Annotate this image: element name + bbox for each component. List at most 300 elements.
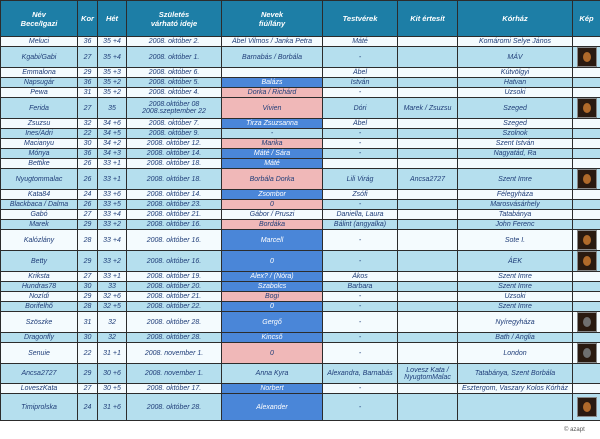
cell-kit (398, 159, 458, 169)
cell-nevek: Alex? / (Nóra) (222, 272, 323, 282)
table-row (1, 220, 600, 230)
cell-testver: - (323, 200, 398, 210)
cell-name: Ferida (1, 98, 78, 119)
cell-testver: István (323, 78, 398, 88)
table-row (1, 129, 600, 139)
cell-kep (573, 384, 600, 394)
cell-kep (573, 292, 600, 302)
cell-korhaz: Tatabánya (458, 210, 573, 220)
cell-kor: 36 (78, 37, 98, 47)
cell-kor: 27 (78, 47, 98, 68)
cell-testver (323, 159, 398, 169)
table-row (1, 282, 600, 292)
cell-testver: Bálint (angyalka) (323, 220, 398, 230)
table-row (1, 98, 600, 119)
cell-korhaz: Szent Imre (458, 282, 573, 292)
cell-kor: 26 (78, 200, 98, 210)
cell-szul: 2008. október 21. (127, 210, 222, 220)
table-row (1, 37, 600, 47)
cell-kit: Marek / Zsuzsu (398, 98, 458, 119)
footer-note: © azapt (564, 427, 585, 433)
cell-name: Zsuzsu (1, 119, 78, 129)
cell-name: Meluci (1, 37, 78, 47)
cell-kit (398, 200, 458, 210)
col-baby-names-header: Nevek fiú/lány (222, 1, 323, 37)
cell-korhaz: Szent Imre (458, 302, 573, 312)
cell-kit (398, 78, 458, 88)
cell-kor: 27 (78, 272, 98, 282)
cell-szul: 2008. október 28. (127, 394, 222, 421)
cell-het: 35 +3 (98, 68, 127, 78)
cell-het: 33 +6 (98, 190, 127, 200)
cell-name: Kalózlány (1, 230, 78, 251)
table-row (1, 78, 600, 88)
cell-kit (398, 129, 458, 139)
cell-szul: 2008. október 18. (127, 169, 222, 190)
cell-szul: 2008. október 16. (127, 230, 222, 251)
cell-kit (398, 251, 458, 272)
cell-kep (573, 98, 600, 119)
cell-kor: 24 (78, 394, 98, 421)
cell-name: Napsugár (1, 78, 78, 88)
cell-kep (573, 302, 600, 312)
cell-het: 35 (98, 98, 127, 119)
cell-nevek: Ábel Vilmos / Janka Petra (222, 37, 323, 47)
cell-kit (398, 333, 458, 343)
cell-testver: - (323, 230, 398, 251)
cell-szul: 2008. október 14. (127, 149, 222, 159)
cell-korhaz: Kútvölgyi (458, 68, 573, 78)
table-row (1, 169, 600, 190)
table-row (1, 149, 600, 159)
cell-kep (573, 37, 600, 47)
cell-korhaz: Marosvásárhely (458, 200, 573, 210)
cell-kit: Ancsa2727 (398, 169, 458, 190)
table-row (1, 159, 600, 169)
cell-nevek: Anna Kyra (222, 364, 323, 384)
cell-kep (573, 88, 600, 98)
cell-name: Dragonfly (1, 333, 78, 343)
cell-kit (398, 282, 458, 292)
cell-kep (573, 312, 600, 333)
cell-het: 33 +2 (98, 220, 127, 230)
cell-het: 33 +1 (98, 169, 127, 190)
cell-kor: 27 (78, 210, 98, 220)
cell-het: 30 +5 (98, 384, 127, 394)
cell-szul: 2008. november 1. (127, 343, 222, 364)
table-row (1, 343, 600, 364)
cell-nevek: Szabolcs (222, 282, 323, 292)
col-photo-header: Kép (573, 1, 600, 37)
table-row (1, 302, 600, 312)
cell-name: LoveszKata (1, 384, 78, 394)
cell-testver: - (323, 47, 398, 68)
table-row (1, 251, 600, 272)
cell-nevek: Máté / Sára (222, 149, 323, 159)
cell-kor: 29 (78, 251, 98, 272)
col-week-header: Hét (98, 1, 127, 37)
cell-kor: 29 (78, 364, 98, 384)
cell-het: 35 +4 (98, 47, 127, 68)
cell-kep (573, 282, 600, 292)
cell-kor: 29 (78, 292, 98, 302)
cell-het: 32 +6 (98, 292, 127, 302)
cell-het: 32 +5 (98, 302, 127, 312)
baby-photo-thumbnail (577, 169, 597, 189)
cell-szul: 2008. október 21. (127, 292, 222, 302)
cell-szul: 2008. október 5. (127, 78, 222, 88)
baby-photo-thumbnail (577, 312, 597, 332)
cell-name: Emmalona (1, 68, 78, 78)
cell-kep (573, 394, 600, 421)
cell-kep (573, 129, 600, 139)
table-row (1, 272, 600, 282)
col-due-date-header: Születés várható ideje (127, 1, 222, 37)
cell-nevek: 0 (222, 200, 323, 210)
cell-nevek: - (222, 129, 323, 139)
cell-kor: 36 (78, 78, 98, 88)
cell-nevek: Balázs (222, 78, 323, 88)
cell-kep (573, 230, 600, 251)
table-body (1, 37, 600, 421)
cell-testver: - (323, 394, 398, 421)
cell-korhaz: London (458, 343, 573, 364)
cell-kit (398, 343, 458, 364)
cell-szul: 2008. október 28. (127, 312, 222, 333)
cell-nevek: Tirza Zsuzsanna (222, 119, 323, 129)
cell-het: 31 +1 (98, 343, 127, 364)
cell-name: Bettike (1, 159, 78, 169)
cell-testver: Ábel (323, 68, 398, 78)
cell-het: 33 +1 (98, 272, 127, 282)
cell-het: 33 (98, 282, 127, 292)
table-header (1, 1, 600, 37)
cell-kor: 29 (78, 220, 98, 230)
cell-nevek: Gábor / Pruszi (222, 210, 323, 220)
cell-szul: 2008. október 14. (127, 190, 222, 200)
cell-name: Ines/Adri (1, 129, 78, 139)
cell-nevek: 0 (222, 251, 323, 272)
cell-name: Szöszke (1, 312, 78, 333)
cell-het: 34 +6 (98, 119, 127, 129)
cell-szul: 2008. november 1. (127, 364, 222, 384)
cell-testver: Lili Virág (323, 169, 398, 190)
cell-nevek: Marika (222, 139, 323, 149)
cell-korhaz: John Ferenc (458, 220, 573, 230)
cell-nevek: Bordáka (222, 220, 323, 230)
cell-testver: - (323, 384, 398, 394)
cell-kor: 32 (78, 119, 98, 129)
table-row (1, 47, 600, 68)
cell-kep (573, 272, 600, 282)
cell-korhaz: Nyíregyháza (458, 312, 573, 333)
cell-kep (573, 169, 600, 190)
cell-nevek: 0 (222, 302, 323, 312)
cell-kor: 26 (78, 169, 98, 190)
cell-kit (398, 88, 458, 98)
cell-kep (573, 78, 600, 88)
cell-szul: 2008. október 28. (127, 333, 222, 343)
cell-kep (573, 220, 600, 230)
cell-kit (398, 37, 458, 47)
table-row (1, 230, 600, 251)
cell-het: 35 +2 (98, 88, 127, 98)
cell-korhaz: Sote I. (458, 230, 573, 251)
cell-het: 33 +4 (98, 210, 127, 220)
cell-kit: Lovesz Kata / NyugtomMalac (398, 364, 458, 384)
cell-testver: - (323, 251, 398, 272)
cell-kit (398, 210, 458, 220)
col-hospital-header: Kórház (458, 1, 573, 37)
baby-photo-thumbnail (577, 98, 597, 118)
cell-kor: 28 (78, 302, 98, 312)
table-row (1, 394, 600, 421)
cell-testver: - (323, 88, 398, 98)
cell-kit (398, 272, 458, 282)
cell-kor: 30 (78, 282, 98, 292)
cell-testver: - (323, 333, 398, 343)
cell-korhaz: ÁEK (458, 251, 573, 272)
cell-name: Ancsa2727 (1, 364, 78, 384)
cell-kor: 22 (78, 343, 98, 364)
baby-photo-thumbnail (577, 343, 597, 363)
cell-kep (573, 200, 600, 210)
cell-name: Pewa (1, 88, 78, 98)
cell-korhaz: Szent Imre (458, 272, 573, 282)
cell-korhaz: Esztergom, Vaszary Kolos Kórház (458, 384, 573, 394)
cell-korhaz: Szent István (458, 139, 573, 149)
cell-name: Blackbaca / Dalma (1, 200, 78, 210)
cell-testver: - (323, 302, 398, 312)
cell-szul: 2008. október 16. (127, 220, 222, 230)
cell-korhaz: Bath / Anglia (458, 333, 573, 343)
cell-korhaz: Uzsoki (458, 292, 573, 302)
cell-kor: 31 (78, 88, 98, 98)
cell-kit (398, 384, 458, 394)
cell-szul: 2008. október 6. (127, 68, 222, 78)
cell-szul: 2008. október 16. (127, 251, 222, 272)
cell-korhaz: Szent Imre (458, 169, 573, 190)
table-row (1, 333, 600, 343)
cell-korhaz: Komáromi Selye János (458, 37, 573, 47)
cell-kit (398, 139, 458, 149)
cell-nevek: Barnabás / Borbála (222, 47, 323, 68)
cell-kit (398, 394, 458, 421)
cell-korhaz: Tatabánya, Szent Borbála (458, 364, 573, 384)
cell-name: Nozídi (1, 292, 78, 302)
cell-testver: Ákos (323, 272, 398, 282)
cell-nevek: Bogi (222, 292, 323, 302)
cell-name: Timiprolska (1, 394, 78, 421)
cell-korhaz (458, 159, 573, 169)
cell-szul: 2008. október 9. (127, 129, 222, 139)
table-row (1, 210, 600, 220)
table-row (1, 119, 600, 129)
cell-kit (398, 68, 458, 78)
cell-kor: 36 (78, 149, 98, 159)
baby-photo-thumbnail (577, 47, 597, 67)
cell-szul: 2008. október 12. (127, 139, 222, 149)
cell-testver: - (323, 292, 398, 302)
cell-szul: 2008. október 1. (127, 47, 222, 68)
table-row (1, 384, 600, 394)
col-siblings-header: Testvérek (323, 1, 398, 37)
table-row (1, 312, 600, 333)
cell-szul: 2008. október 18. (127, 159, 222, 169)
cell-name: Mónya (1, 149, 78, 159)
cell-testver: - (323, 149, 398, 159)
cell-het: 33 +5 (98, 200, 127, 210)
cell-kor: 29 (78, 68, 98, 78)
cell-kit (398, 47, 458, 68)
cell-testver: Alexandra, Barnabás (323, 364, 398, 384)
cell-het: 33 +2 (98, 251, 127, 272)
cell-testver: - (323, 139, 398, 149)
cell-het: 34 +2 (98, 139, 127, 149)
cell-nevek: Alexander (222, 394, 323, 421)
cell-kep (573, 149, 600, 159)
cell-kor: 30 (78, 333, 98, 343)
cell-name: Nyugtommalac (1, 169, 78, 190)
cell-name: Kgabi/Gabi (1, 47, 78, 68)
cell-het: 34 +5 (98, 129, 127, 139)
cell-het: 33 +1 (98, 159, 127, 169)
cell-nevek: Dorka / Richárd (222, 88, 323, 98)
cell-korhaz: Hatvan (458, 78, 573, 88)
cell-name: Macianyu (1, 139, 78, 149)
cell-name: Kata84 (1, 190, 78, 200)
cell-kor: 27 (78, 98, 98, 119)
cell-kep (573, 210, 600, 220)
cell-name: Hundras78 (1, 282, 78, 292)
cell-name: Kriksta (1, 272, 78, 282)
cell-kor: 31 (78, 312, 98, 333)
cell-name: Borifelhő (1, 302, 78, 312)
cell-szul: 2008. október 7. (127, 119, 222, 129)
cell-kit (398, 149, 458, 159)
cell-kor: 24 (78, 190, 98, 200)
cell-korhaz: MÁV (458, 47, 573, 68)
cell-kit (398, 190, 458, 200)
cell-korhaz: Nagyatád, Ra (458, 149, 573, 159)
cell-kep (573, 333, 600, 343)
table-row (1, 364, 600, 384)
cell-kit (398, 292, 458, 302)
cell-nevek: Borbála Dorka (222, 169, 323, 190)
cell-szul: 2008. október 19. (127, 272, 222, 282)
cell-kep (573, 119, 600, 129)
cell-nevek: Norbert (222, 384, 323, 394)
cell-szul: 2008.október 08 2008.szeptember 22 (127, 98, 222, 119)
cell-korhaz (458, 394, 573, 421)
cell-korhaz: Uzsoki (458, 88, 573, 98)
cell-nevek: Marcell (222, 230, 323, 251)
cell-korhaz: Szeged (458, 119, 573, 129)
cell-kep (573, 364, 600, 384)
cell-nevek: 0 (222, 343, 323, 364)
cell-kor: 28 (78, 230, 98, 251)
cell-het: 35 +4 (98, 37, 127, 47)
cell-kep (573, 343, 600, 364)
table-row (1, 292, 600, 302)
cell-testver: Zsófi (323, 190, 398, 200)
cell-name: Senuie (1, 343, 78, 364)
cell-kep (573, 68, 600, 78)
cell-het: 35 +2 (98, 78, 127, 88)
cell-kit (398, 119, 458, 129)
cell-het: 34 +3 (98, 149, 127, 159)
cell-kit (398, 302, 458, 312)
table-row (1, 139, 600, 149)
baby-photo-thumbnail (577, 251, 597, 271)
cell-het: 31 +6 (98, 394, 127, 421)
cell-het: 32 (98, 312, 127, 333)
cell-het: 33 +4 (98, 230, 127, 251)
cell-testver: Barbara (323, 282, 398, 292)
cell-name: Marek (1, 220, 78, 230)
cell-kor: 22 (78, 129, 98, 139)
cell-het: 32 (98, 333, 127, 343)
col-name-header: Név Bece/Igazi (1, 1, 78, 37)
cell-kor: 27 (78, 384, 98, 394)
cell-testver: Máté (323, 37, 398, 47)
cell-korhaz: Szeged (458, 98, 573, 119)
cell-testver: - (323, 343, 398, 364)
cell-szul: 2008. október 4. (127, 88, 222, 98)
cell-kor: 30 (78, 139, 98, 149)
cell-testver: - (323, 129, 398, 139)
cell-szul: 2008. október 17. (127, 384, 222, 394)
cell-kit (398, 220, 458, 230)
cell-kep (573, 47, 600, 68)
cell-szul: 2008. október 2. (127, 37, 222, 47)
cell-name: Betty (1, 251, 78, 272)
cell-nevek: Vivien (222, 98, 323, 119)
cell-nevek: Gergő (222, 312, 323, 333)
cell-szul: 2008. október 23. (127, 200, 222, 210)
cell-korhaz: Félegyháza (458, 190, 573, 200)
table-row (1, 68, 600, 78)
cell-korhaz: Szolnok (458, 129, 573, 139)
cell-testver: - (323, 312, 398, 333)
cell-kit (398, 230, 458, 251)
cell-kep (573, 139, 600, 149)
cell-kit (398, 312, 458, 333)
cell-testver: Ábel (323, 119, 398, 129)
cell-nevek: Máté (222, 159, 323, 169)
cell-kor: 26 (78, 159, 98, 169)
table-row (1, 200, 600, 210)
cell-kep (573, 159, 600, 169)
cell-szul: 2008. október 20. (127, 282, 222, 292)
cell-het: 30 +6 (98, 364, 127, 384)
cell-nevek: Kincső (222, 333, 323, 343)
cell-testver: Dóri (323, 98, 398, 119)
cell-kep (573, 251, 600, 272)
cell-kep (573, 190, 600, 200)
table-row (1, 88, 600, 98)
cell-testver: Daniella, Laura (323, 210, 398, 220)
col-notify-header: Kit értesít (398, 1, 458, 37)
cell-szul: 2008. október 22. (127, 302, 222, 312)
baby-photo-thumbnail (577, 230, 597, 250)
cell-nevek: Zsombor (222, 190, 323, 200)
baby-photo-thumbnail (577, 397, 597, 417)
table-row (1, 190, 600, 200)
col-age-header: Kor (78, 1, 98, 37)
cell-nevek (222, 68, 323, 78)
cell-name: Gabó (1, 210, 78, 220)
